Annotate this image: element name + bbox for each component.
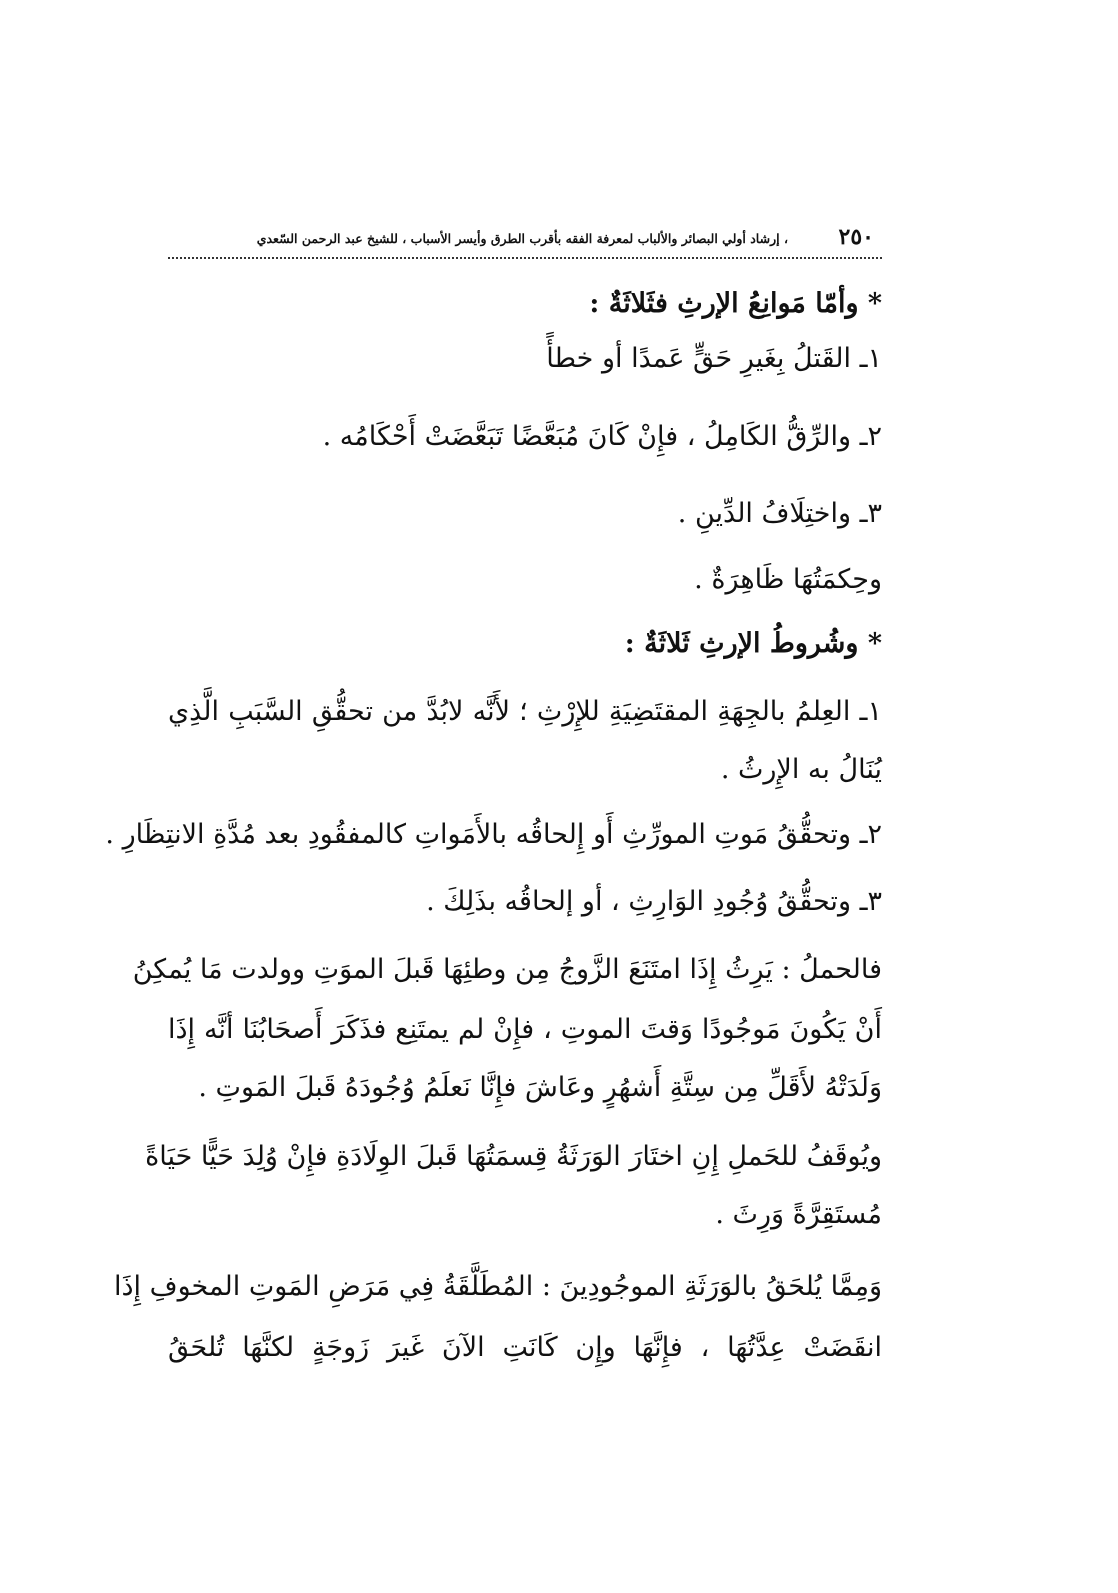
page-number: ٢٥٠ <box>838 224 874 250</box>
list-item-condition-1: ١ـ العِلمُ بالجِهَةِ المقتَضِيَةِ للإِرْثِ ؛ لأَنَّه لابُدَّ من تحقُّقِ السَّبَبِ الَّذِي <box>168 696 882 727</box>
list-item-condition-3: ٣ـ وتحقُّقُ وُجُودِ الوَارِثِ ، أو إلحاقُه بذَلِكَ . <box>426 886 882 917</box>
paragraph-line: فالحملُ : يَرِثُ إِذَا امتَنَعَ الزَّوجُ مِن وطئِهَا قَبلَ الموَتِ وولدت مَا يُمكِنُ <box>132 954 882 985</box>
paragraph-line: ويُوقَفُ للحَملِ إِنِ اختَارَ الوَرَثَةُ قِسمَتُهَا قَبلَ الوِلَادَةِ فإِنْ وُلِدَ حَيًّا حَيَاةً <box>145 1141 882 1172</box>
header-divider <box>168 257 882 259</box>
paragraph-line: وَلَدَتْهُ لأَقَلِّ مِن سِتَّةِ أَشهُرٍ وعَاشَ فإِنَّا نَعلَمُ وُجُودَهُ قَبلَ المَوتِ . <box>198 1072 882 1103</box>
paragraph-line: يُنَالُ به الإِرثُ . <box>720 754 882 785</box>
paragraph-line: مُستَقِرَّةً وَرِثَ . <box>715 1199 882 1230</box>
list-item-condition-2: ٢ـ وتحقُّقُ مَوتِ المورِّثِ أَو إِلحاقُه بالأَمَواتِ كالمفقُودِ بعد مُدَّةِ الانتِظَارِ . <box>105 819 882 850</box>
heading-inheritance-impediments: * وأمّا مَوانِعُ الإرثِ فثَلاثَةٌ : <box>589 288 882 319</box>
paragraph-line: أَنْ يَكُونَ مَوجُودًا وَقتَ الموتِ ، فإِنْ لم يمتَنِع فذَكَرَ أَصحَابُنَا أنَّه إِذَا <box>168 1014 882 1045</box>
list-item-impediment-3: ٣ـ واختِلَافُ الدِّينِ . <box>677 498 882 529</box>
paragraph-line: انقَضَتْ عِدَّتُهَا ، فإِنَّهَا وإِن كَانَتِ الآنَ غَيرَ زَوجَةٍ لكنَّهَا تُلحَقُ <box>168 1332 882 1363</box>
paragraph-line: وحِكمَتُهَا ظَاهِرَةٌ . <box>694 564 882 595</box>
list-item-impediment-2: ٢ـ والرِّقُّ الكَامِلُ ، فإِنْ كَانَ مُبَعَّضًا تَبَعَّضَتْ أَحْكَامُه . <box>322 421 882 452</box>
running-header <box>168 222 882 256</box>
paragraph-line: وَمِمَّا يُلحَقُ بالوَرَثَةِ الموجُودِينَ : المُطَلَّقَةُ فِي مَرَضِ المَوتِ المخوفِ إِذَا <box>113 1271 882 1302</box>
book-title: ، إرشاد أولي البصائر والألباب لمعرفة الفقه بأقرب الطرق وأيسر الأسباب ، للشيخ عبد الرحمن السّعدي <box>256 231 788 246</box>
list-item-impediment-1: ١ـ القَتلُ بِغَيرِ حَقٍّ عَمدًا أو خطأً <box>546 343 882 374</box>
heading-inheritance-conditions: * وشُروطُ الإرثِ ثَلاثَةٌ : <box>624 628 882 659</box>
